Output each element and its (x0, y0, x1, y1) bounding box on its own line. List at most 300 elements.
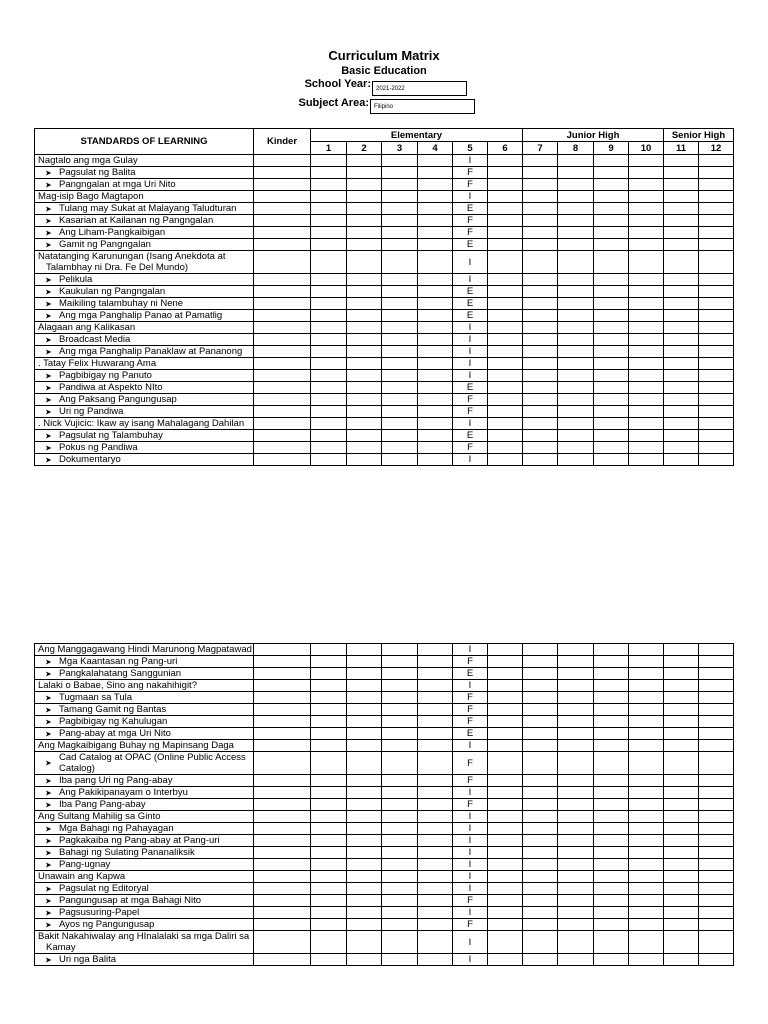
grade-5-cell: F (453, 406, 488, 418)
grade-12-cell (699, 370, 734, 382)
grade-10-cell (629, 167, 664, 179)
grade-12-cell (699, 167, 734, 179)
grade-11-cell (664, 286, 699, 298)
grade-4-cell (418, 835, 453, 847)
bullet-arrow-icon: ➤ (45, 800, 52, 809)
table-row (35, 692, 734, 704)
grade-5-cell: I (453, 883, 488, 895)
kinder-cell (254, 430, 311, 442)
grade-10-cell (629, 835, 664, 847)
grade-12-cell (699, 394, 734, 406)
grade-10-cell (629, 656, 664, 668)
grade-9-cell (594, 823, 629, 835)
sub-topic-cell (35, 835, 254, 847)
grade-7-cell (523, 406, 558, 418)
grade-4-cell (418, 704, 453, 716)
kinder-cell (254, 358, 311, 370)
kinder-cell (254, 859, 311, 871)
grade-6-cell (488, 644, 523, 656)
table-row (35, 907, 734, 919)
grade-3-cell (382, 716, 418, 728)
grade-4-cell (418, 382, 453, 394)
kinder-cell (254, 692, 311, 704)
grade-7-cell (523, 346, 558, 358)
grade-7-cell (523, 382, 558, 394)
table-row (35, 442, 734, 454)
grade-6-cell (488, 787, 523, 799)
topic-cell (35, 418, 254, 430)
grade-2-cell (347, 680, 382, 692)
grade-4-cell (418, 871, 453, 883)
kinder-cell (254, 716, 311, 728)
kinder-cell (254, 704, 311, 716)
grade-2-cell (347, 382, 382, 394)
grade-10-cell (629, 418, 664, 430)
sub-topic-cell (35, 668, 254, 680)
standard-text: Ang mga Panghalip Panaklaw at Pananong (59, 346, 243, 357)
grade-11-cell (664, 215, 699, 227)
grade-2-cell (347, 203, 382, 215)
grade-7-cell (523, 704, 558, 716)
grade-4-cell (418, 752, 453, 775)
grade-8-cell (558, 382, 594, 394)
grade-11-cell (664, 895, 699, 907)
grade-9-cell (594, 286, 629, 298)
grade-7-cell (523, 430, 558, 442)
sub-topic-cell (35, 704, 254, 716)
grade-5-cell: I (453, 907, 488, 919)
grade-10-cell (629, 811, 664, 823)
grade-1-cell (311, 895, 347, 907)
table-row (35, 644, 734, 656)
grade-4-cell (418, 239, 453, 251)
grade-3-cell (382, 883, 418, 895)
kinder-cell (254, 728, 311, 740)
grade-4-cell (418, 668, 453, 680)
standard-text: . Tatay Felix Huwarang Ama (38, 358, 157, 369)
sub-topic-cell (35, 442, 254, 454)
table-body (35, 644, 734, 966)
table-row (35, 895, 734, 907)
grade-7-cell (523, 215, 558, 227)
grade-12-cell (699, 430, 734, 442)
grade-9-cell (594, 907, 629, 919)
grade-6-cell (488, 358, 523, 370)
sub-topic-cell (35, 656, 254, 668)
grade-5-cell: I (453, 931, 488, 954)
table-body (35, 155, 734, 466)
sub-topic-cell (35, 799, 254, 811)
table-row (35, 179, 734, 191)
grade-5-cell: F (453, 716, 488, 728)
grade-8-cell (558, 775, 594, 787)
grade-8-cell (558, 179, 594, 191)
grade-1-cell (311, 954, 347, 966)
grade-2-cell (347, 799, 382, 811)
grade-4-cell (418, 740, 453, 752)
grade-2-cell (347, 907, 382, 919)
grade-5-cell: I (453, 358, 488, 370)
standard-text: Cad Catalog at OPAC (Online Public Access Catalog) (59, 752, 246, 774)
kinder-cell (254, 251, 311, 274)
grade-8-cell (558, 394, 594, 406)
grade-2-cell (347, 752, 382, 775)
kinder-cell (254, 215, 311, 227)
grade-1-cell (311, 239, 347, 251)
sub-topic-cell (35, 907, 254, 919)
standard-text: Pangngalan at mga Uri Nito (59, 179, 176, 190)
grade-2-cell (347, 859, 382, 871)
standard-text: Ayos ng Pangungusap (59, 919, 155, 930)
grade-3-cell (382, 430, 418, 442)
grade-7-cell (523, 954, 558, 966)
grade-header: 8 (558, 142, 594, 155)
grade-7-cell (523, 167, 558, 179)
grade-7-cell (523, 370, 558, 382)
grade-8-cell (558, 811, 594, 823)
grade-6-cell (488, 931, 523, 954)
grade-4-cell (418, 215, 453, 227)
bullet-arrow-icon: ➤ (45, 729, 52, 738)
grade-1-cell (311, 859, 347, 871)
sub-topic-cell (35, 286, 254, 298)
grade-12-cell (699, 239, 734, 251)
bullet-arrow-icon: ➤ (45, 204, 52, 213)
grade-3-cell (382, 382, 418, 394)
grade-10-cell (629, 740, 664, 752)
grade-9-cell (594, 358, 629, 370)
grade-12-cell (699, 823, 734, 835)
grade-3-cell (382, 358, 418, 370)
topic-cell (35, 811, 254, 823)
grade-5-cell: E (453, 286, 488, 298)
table-row (35, 430, 734, 442)
grade-12-cell (699, 752, 734, 775)
sub-topic-cell (35, 346, 254, 358)
grade-6-cell (488, 954, 523, 966)
grade-10-cell (629, 358, 664, 370)
grade-11-cell (664, 954, 699, 966)
grade-2-cell (347, 728, 382, 740)
grade-8-cell (558, 370, 594, 382)
grade-11-cell (664, 859, 699, 871)
grade-header: 9 (594, 142, 629, 155)
sub-topic-cell (35, 716, 254, 728)
grade-11-cell (664, 752, 699, 775)
sub-topic-cell (35, 179, 254, 191)
subject-area-field[interactable]: Filipino (370, 99, 475, 114)
sub-topic-cell (35, 895, 254, 907)
grade-5-cell: I (453, 787, 488, 799)
grade-12-cell (699, 847, 734, 859)
grade-12-cell (699, 907, 734, 919)
grade-8-cell (558, 406, 594, 418)
grade-11-cell (664, 227, 699, 239)
grade-12-cell (699, 835, 734, 847)
table-row (35, 954, 734, 966)
bullet-arrow-icon: ➤ (45, 705, 52, 714)
grade-6-cell (488, 442, 523, 454)
grade-2-cell (347, 167, 382, 179)
grade-1-cell (311, 931, 347, 954)
grade-3-cell (382, 668, 418, 680)
grade-10-cell (629, 907, 664, 919)
grade-4-cell (418, 418, 453, 430)
grade-2-cell (347, 716, 382, 728)
kinder-cell (254, 895, 311, 907)
grade-2-cell (347, 298, 382, 310)
sub-topic-cell (35, 823, 254, 835)
kinder-cell (254, 179, 311, 191)
grade-3-cell (382, 167, 418, 179)
grade-6-cell (488, 418, 523, 430)
table-row (35, 334, 734, 346)
grade-1-cell (311, 656, 347, 668)
grade-5-cell: F (453, 752, 488, 775)
grade-2-cell (347, 215, 382, 227)
grade-8-cell (558, 454, 594, 466)
grade-12-cell (699, 215, 734, 227)
grade-9-cell (594, 215, 629, 227)
grade-1-cell (311, 155, 347, 167)
grade-10-cell (629, 191, 664, 203)
grade-3-cell (382, 334, 418, 346)
table-row (35, 418, 734, 430)
standard-text: Pagkakaiba ng Pang-abay at Pang-uri (59, 835, 220, 846)
grade-11-cell (664, 203, 699, 215)
grade-2-cell (347, 954, 382, 966)
grade-8-cell (558, 644, 594, 656)
grade-1-cell (311, 191, 347, 203)
grade-11-cell (664, 919, 699, 931)
kinder-cell (254, 919, 311, 931)
grade-header: 1 (311, 142, 347, 155)
table-row (35, 799, 734, 811)
grade-10-cell (629, 799, 664, 811)
grade-3-cell (382, 298, 418, 310)
bullet-arrow-icon: ➤ (45, 693, 52, 702)
grade-5-cell: I (453, 274, 488, 286)
bullet-arrow-icon: ➤ (45, 275, 52, 284)
grade-8-cell (558, 823, 594, 835)
grade-10-cell (629, 871, 664, 883)
bullet-arrow-icon: ➤ (45, 216, 52, 225)
grade-2-cell (347, 847, 382, 859)
sub-topic-cell (35, 227, 254, 239)
table-row (35, 680, 734, 692)
grade-3-cell (382, 442, 418, 454)
standard-text: Pang-ugnay (59, 859, 111, 870)
grade-6-cell (488, 239, 523, 251)
bullet-arrow-icon: ➤ (45, 824, 52, 833)
topic-cell (35, 931, 254, 954)
grade-11-cell (664, 775, 699, 787)
grade-12-cell (699, 644, 734, 656)
grade-2-cell (347, 775, 382, 787)
bullet-arrow-icon: ➤ (45, 311, 52, 320)
grade-12-cell (699, 680, 734, 692)
school-year-field[interactable]: 2021-2022 (372, 81, 467, 96)
grade-10-cell (629, 752, 664, 775)
grade-9-cell (594, 370, 629, 382)
grade-9-cell (594, 430, 629, 442)
grade-7-cell (523, 871, 558, 883)
grade-4-cell (418, 823, 453, 835)
grade-header: 12 (699, 142, 734, 155)
grade-8-cell (558, 334, 594, 346)
grade-9-cell (594, 203, 629, 215)
grade-9-cell (594, 155, 629, 167)
grade-10-cell (629, 370, 664, 382)
grade-10-cell (629, 775, 664, 787)
table-row (35, 382, 734, 394)
grade-7-cell (523, 752, 558, 775)
table-row (35, 859, 734, 871)
grade-10-cell (629, 895, 664, 907)
grade-5-cell: E (453, 310, 488, 322)
grade-9-cell (594, 787, 629, 799)
table-row (35, 203, 734, 215)
grade-12-cell (699, 382, 734, 394)
sub-topic-cell (35, 454, 254, 466)
grade-9-cell (594, 239, 629, 251)
grade-1-cell (311, 286, 347, 298)
grade-5-cell: E (453, 239, 488, 251)
grade-1-cell (311, 394, 347, 406)
grade-4-cell (418, 775, 453, 787)
grade-4-cell (418, 442, 453, 454)
bullet-arrow-icon: ➤ (45, 896, 52, 905)
grade-12-cell (699, 155, 734, 167)
topic-cell (35, 155, 254, 167)
grade-4-cell (418, 692, 453, 704)
grade-7-cell (523, 799, 558, 811)
grade-3-cell (382, 919, 418, 931)
grade-5-cell: F (453, 656, 488, 668)
grade-7-cell (523, 274, 558, 286)
grade-3-cell (382, 286, 418, 298)
table-row (35, 704, 734, 716)
grade-2-cell (347, 787, 382, 799)
grade-8-cell (558, 704, 594, 716)
grade-9-cell (594, 954, 629, 966)
grade-header: 3 (382, 142, 418, 155)
sub-topic-cell (35, 334, 254, 346)
grade-5-cell: F (453, 704, 488, 716)
grade-4-cell (418, 883, 453, 895)
grade-6-cell (488, 227, 523, 239)
grade-9-cell (594, 871, 629, 883)
grade-3-cell (382, 835, 418, 847)
grade-10-cell (629, 823, 664, 835)
grade-6-cell (488, 179, 523, 191)
grade-10-cell (629, 692, 664, 704)
bullet-arrow-icon: ➤ (45, 758, 52, 768)
standard-text: Uri nga Balita (59, 954, 117, 965)
topic-cell (35, 644, 254, 656)
grade-8-cell (558, 907, 594, 919)
grade-3-cell (382, 728, 418, 740)
grade-9-cell (594, 442, 629, 454)
grade-1-cell (311, 811, 347, 823)
kinder-cell (254, 835, 311, 847)
sub-topic-cell (35, 954, 254, 966)
grade-10-cell (629, 919, 664, 931)
grade-6-cell (488, 430, 523, 442)
sub-topic-cell (35, 406, 254, 418)
grade-8-cell (558, 430, 594, 442)
table-row (35, 358, 734, 370)
grade-3-cell (382, 931, 418, 954)
standard-text: Ang Manggagawang Hindi Marunong Magpatawad (38, 644, 252, 655)
standard-text: Pandiwa at Aspekto NIto (59, 382, 163, 393)
grade-9-cell (594, 274, 629, 286)
grade-8-cell (558, 310, 594, 322)
grade-5-cell: F (453, 179, 488, 191)
grade-3-cell (382, 871, 418, 883)
grade-10-cell (629, 859, 664, 871)
subject-area-label: Subject Area: (298, 97, 369, 109)
grade-8-cell (558, 227, 594, 239)
grade-1-cell (311, 215, 347, 227)
grade-3-cell (382, 740, 418, 752)
grade-12-cell (699, 406, 734, 418)
grade-1-cell (311, 680, 347, 692)
grade-7-cell (523, 286, 558, 298)
table-row (35, 883, 734, 895)
grade-5-cell: F (453, 799, 488, 811)
grade-1-cell (311, 454, 347, 466)
standard-text: Pangkalahatang Sanggunian (59, 668, 182, 679)
bullet-arrow-icon: ➤ (45, 407, 52, 416)
grade-6-cell (488, 835, 523, 847)
junior-high-header: Junior High (523, 129, 664, 142)
elementary-header: Elementary (311, 129, 523, 142)
grade-10-cell (629, 203, 664, 215)
grade-3-cell (382, 203, 418, 215)
grade-7-cell (523, 931, 558, 954)
grade-11-cell (664, 322, 699, 334)
grade-10-cell (629, 442, 664, 454)
kinder-cell (254, 454, 311, 466)
grade-7-cell (523, 859, 558, 871)
grade-10-cell (629, 931, 664, 954)
grade-6-cell (488, 346, 523, 358)
grade-3-cell (382, 859, 418, 871)
sub-topic-cell (35, 847, 254, 859)
grade-11-cell (664, 298, 699, 310)
grade-5-cell: F (453, 215, 488, 227)
bullet-arrow-icon: ➤ (45, 657, 52, 666)
grade-12-cell (699, 298, 734, 310)
sub-topic-cell (35, 203, 254, 215)
grade-7-cell (523, 656, 558, 668)
grade-12-cell (699, 310, 734, 322)
table-row (35, 215, 734, 227)
kinder-cell (254, 847, 311, 859)
grade-7-cell (523, 394, 558, 406)
grade-11-cell (664, 835, 699, 847)
grade-10-cell (629, 394, 664, 406)
grade-12-cell (699, 191, 734, 203)
grade-5-cell: E (453, 203, 488, 215)
grade-11-cell (664, 251, 699, 274)
grade-8-cell (558, 883, 594, 895)
grade-6-cell (488, 251, 523, 274)
kinder-cell (254, 298, 311, 310)
grade-9-cell (594, 931, 629, 954)
grade-6-cell (488, 704, 523, 716)
